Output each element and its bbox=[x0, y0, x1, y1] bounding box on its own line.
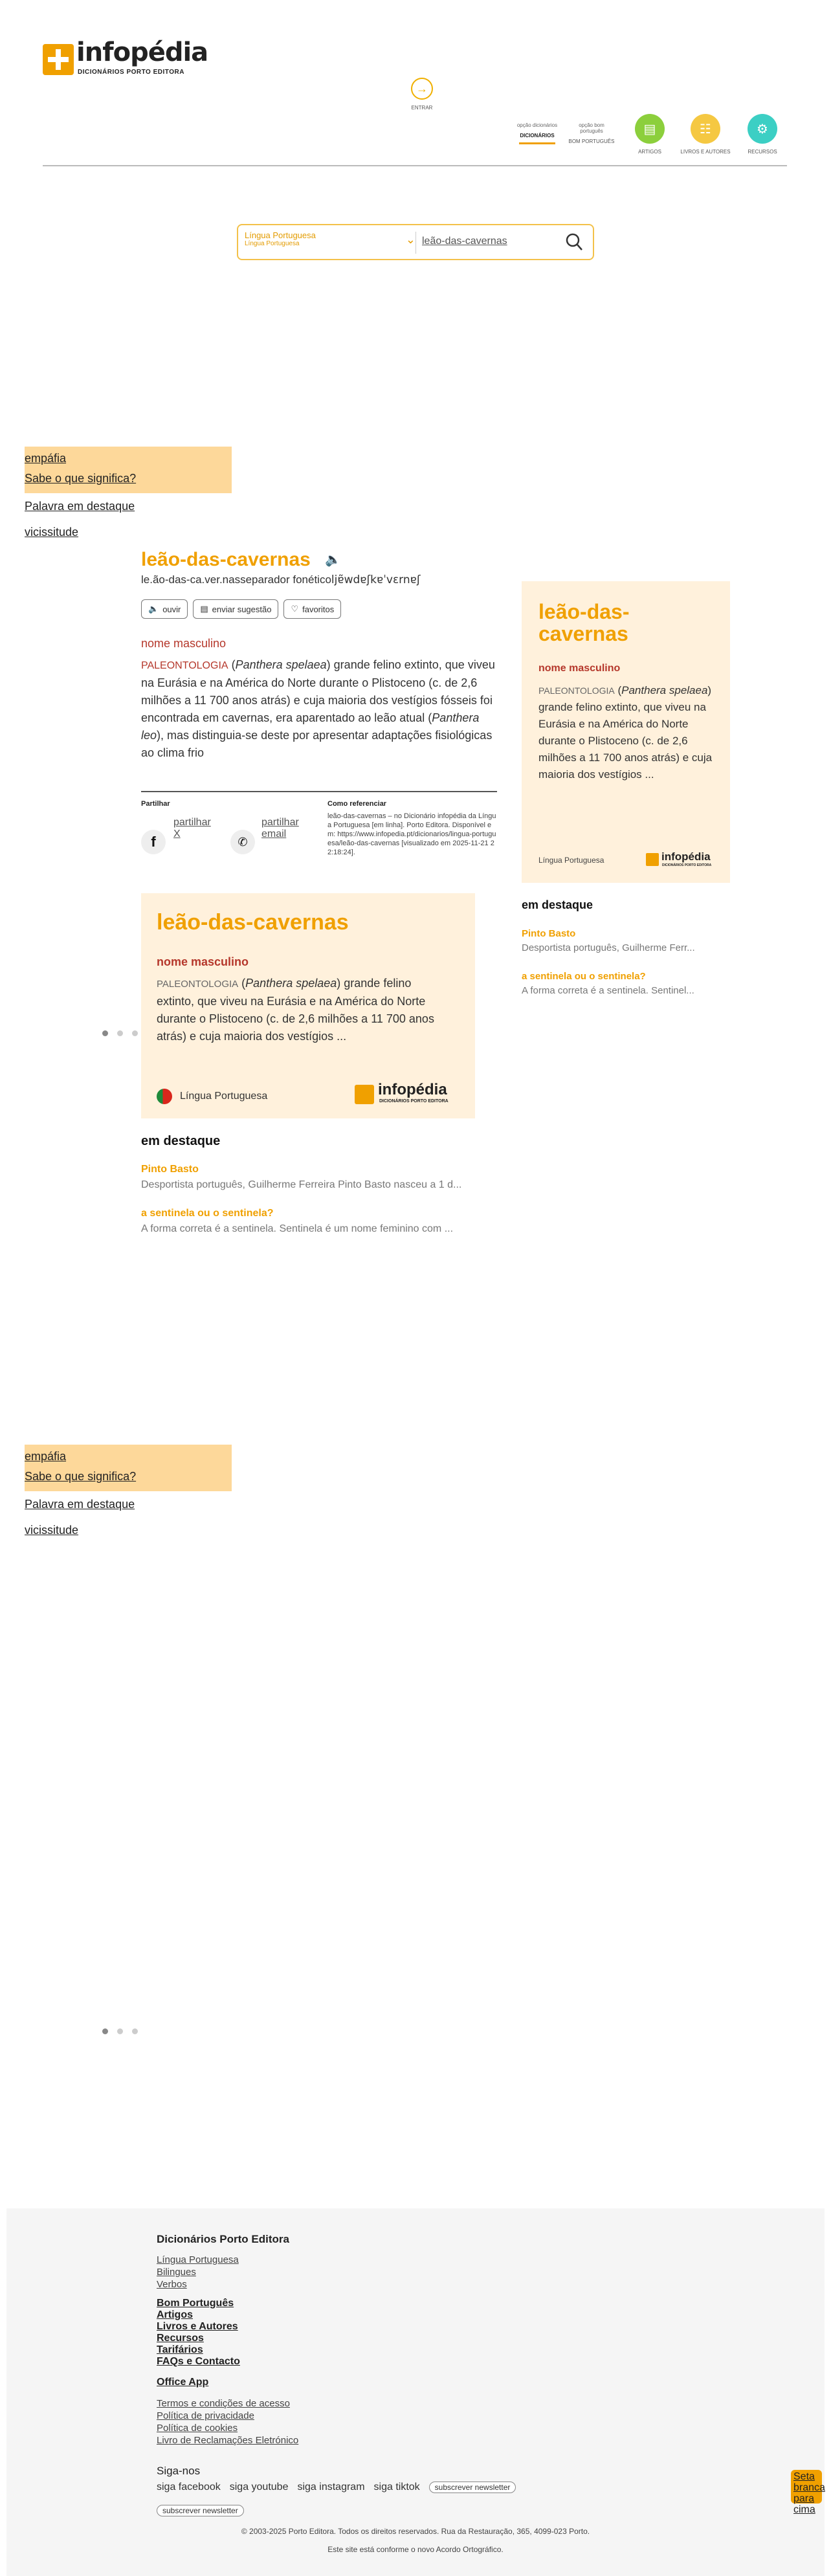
entry-card[interactable] bbox=[141, 893, 475, 1118]
side-card-logo-icon bbox=[646, 853, 659, 866]
footer-copyright: © 2003-2025 Porto Editora. Todos os direitos reservados. Rua da Restauração, 365, 4099-023 Porto. bbox=[241, 2527, 590, 2536]
card-definition: grande felino extinto, que viveu na Eurásia e na América do Norte durante o Plistoceno (c. de 2,6 milhões a 11 700 anos atrás) e cuja maioria dos vestígios ... bbox=[157, 977, 434, 1043]
side-card-title: leão-das-cavernas bbox=[538, 600, 630, 645]
side-card-scientific-name: Panthera spelaea bbox=[621, 684, 708, 696]
cite-label: Como referenciar bbox=[327, 800, 387, 808]
share-divider bbox=[141, 791, 497, 792]
separator-image: separador fonético bbox=[240, 573, 331, 586]
side-item-sabe-2[interactable]: Sabe o que significa? bbox=[25, 1470, 137, 1483]
listen-label: ouvir bbox=[162, 604, 181, 614]
footer-link-faqs[interactable]: FAQs e Contacto bbox=[157, 2356, 240, 2367]
card-logo-icon bbox=[355, 1085, 374, 1104]
listen-button[interactable] bbox=[141, 599, 188, 619]
newsletter-button-2[interactable]: subscrever newsletter bbox=[157, 2505, 244, 2516]
login-button[interactable] bbox=[409, 78, 435, 111]
footer-link-bom-portugues[interactable]: Bom Português bbox=[157, 2298, 234, 2309]
entry-pos: nome masculino bbox=[141, 637, 227, 650]
search-icon[interactable] bbox=[564, 232, 584, 252]
footer-link-termos[interactable]: Termos e condições de acesso bbox=[157, 2398, 290, 2409]
logo-icon[interactable] bbox=[43, 44, 74, 75]
entry-headword: leão-das-cavernas bbox=[141, 549, 311, 570]
card-language: Língua Portuguesa bbox=[180, 1091, 268, 1102]
footer-follow: Siga-nos bbox=[157, 2465, 201, 2477]
dot-1[interactable] bbox=[102, 2028, 108, 2034]
dicionarios-image: opção dicionários bbox=[516, 122, 558, 128]
side-card-pos: nome masculino bbox=[538, 663, 621, 674]
footer-brand: Dicionários Porto Editora bbox=[157, 2233, 289, 2245]
cite-text: leão-das-cavernas – no Dicionário infopédia da Língua Portuguesa [em linha]. Porto Editora. Disponível em: https://www.infopedia.pt/dicionarios/lingua-portuguesa/leão-das-cavernas [visualizado em 2025-11-21 22:18:24]. bbox=[327, 812, 496, 856]
card-excerpt: PALEONTOLOGIA (Panthera spelaea) grande felino extinto, que viveu na Eurásia e na América do Norte durante o Plistoceno (c. de 2,6 milhões a 11 700 anos atrás) e cuja maioria dos vestígios ... bbox=[157, 977, 434, 1043]
side-highlight bbox=[25, 447, 232, 493]
side-card-excerpt: PALEONTOLOGIA (Panthera spelaea) grande felino extinto, que viveu na Eurásia e na América do Norte durante o Plistoceno (c. de 2,6 milhões a 11 700 anos atrás) e cuja maioria dos vestígios ... bbox=[538, 684, 713, 781]
nav-bom-portugues-label: BOM PORTUGUÊS bbox=[568, 138, 615, 144]
nav-livros-autores[interactable] bbox=[676, 114, 735, 155]
side-featured-title-2[interactable]: a sentinela ou o sentinela? bbox=[522, 971, 646, 982]
side-highlight-2 bbox=[25, 1445, 232, 1491]
nav-recursos[interactable] bbox=[743, 114, 782, 155]
featured-title-1[interactable]: Pinto Basto bbox=[141, 1164, 199, 1175]
entry-actions bbox=[141, 599, 341, 619]
speaker-icon[interactable]: 🔈 bbox=[325, 553, 341, 567]
speaker-icon: 🔈 bbox=[148, 604, 159, 614]
footer-legal-links bbox=[157, 2397, 298, 2447]
logo-text[interactable]: infopédia bbox=[76, 38, 208, 67]
newsletter-button[interactable]: subscrever newsletter bbox=[429, 2482, 516, 2493]
favorites-label: favoritos bbox=[302, 604, 335, 614]
dot-3[interactable] bbox=[132, 2028, 138, 2034]
footer-link-privacidade[interactable]: Política de privacidade bbox=[157, 2410, 254, 2421]
footer-main-links bbox=[157, 2298, 240, 2368]
chevron-down-icon: ⌄ bbox=[405, 233, 416, 246]
footer-orthography: Este site está conforme o novo Acordo Ortográfico. bbox=[327, 2545, 504, 2554]
side-item-word[interactable]: empáfia bbox=[25, 452, 67, 465]
search-input[interactable]: leão-das-cavernas bbox=[422, 236, 507, 247]
instagram-social-icon[interactable]: siga instagram bbox=[297, 2482, 365, 2493]
side-featured-text-2: A forma correta é a sentinela. Sentinel... bbox=[522, 985, 694, 996]
facebook-icon[interactable]: f bbox=[141, 830, 166, 854]
message-icon: ▤ bbox=[200, 604, 208, 614]
login-icon: → bbox=[411, 78, 433, 100]
share-label: Partilhar bbox=[141, 800, 170, 808]
footer-link-cookies[interactable]: Política de cookies bbox=[157, 2423, 238, 2434]
side-card-domain: PALEONTOLOGIA bbox=[538, 685, 615, 696]
back-to-top-button[interactable] bbox=[791, 2470, 825, 2515]
dot-3[interactable] bbox=[132, 1030, 138, 1036]
heart-icon: ♡ bbox=[291, 604, 299, 614]
books-icon: ☷ bbox=[691, 114, 720, 144]
pronunciation-syllables: le.ão-das-ca.ver.nas bbox=[141, 573, 241, 586]
footer-link-reclamacoes[interactable]: Livro de Reclamações Eletrónico bbox=[157, 2435, 299, 2446]
side-featured-heading: em destaque bbox=[522, 898, 593, 911]
nav-artigos[interactable] bbox=[630, 114, 669, 155]
side-card-definition: grande felino extinto, que viveu na Eurásia e na América do Norte durante o Plistoceno (c. de 2,6 milhões a 11 700 anos atrás) e cuja maioria dos vestígios ... bbox=[538, 701, 713, 781]
side-item-palavra[interactable]: Palavra em destaque bbox=[25, 500, 135, 513]
dictionary-select-subtitle: Língua Portuguesa bbox=[245, 240, 300, 247]
domain-label: PALEONTOLOGIA bbox=[141, 660, 228, 671]
featured-title-2[interactable]: a sentinela ou o sentinela? bbox=[141, 1208, 274, 1219]
nav-livros-label: LIVROS E AUTORES bbox=[680, 149, 731, 155]
side-item-word-2[interactable]: empáfia bbox=[25, 1450, 67, 1463]
share-email-image[interactable]: partilhar email bbox=[261, 817, 299, 839]
document-icon: ▤ bbox=[635, 114, 665, 144]
search-bar bbox=[237, 224, 594, 260]
card-title: leão-das-cavernas bbox=[157, 910, 349, 935]
nav-bom-portugues[interactable] bbox=[566, 123, 617, 144]
suggest-button[interactable] bbox=[193, 599, 278, 619]
scientific-name: Panthera spelaea bbox=[235, 658, 327, 671]
card-pos: nome masculino bbox=[157, 955, 249, 968]
side-card[interactable] bbox=[522, 581, 730, 883]
side-card-brand-sub: DICIONÁRIOS PORTO EDITORA bbox=[662, 863, 712, 867]
nav-active-underline bbox=[519, 142, 555, 144]
footer-link-recursos[interactable]: Recursos bbox=[157, 2333, 204, 2344]
side-list bbox=[25, 447, 232, 545]
footer-link-tarifarios[interactable]: Tarifários bbox=[157, 2344, 203, 2355]
back-to-top-icon: Seta branca para cima bbox=[793, 2471, 825, 2515]
side-card-brand: infopédia bbox=[661, 850, 711, 863]
footer-link-lingua[interactable]: Língua Portuguesa bbox=[157, 2254, 239, 2265]
youtube-social-icon[interactable]: siga youtube bbox=[229, 2482, 289, 2493]
logo-subtitle: DICIONÁRIOS PORTO EDITORA bbox=[78, 69, 184, 76]
dot-2[interactable] bbox=[117, 2028, 123, 2034]
card-brand: infopédia bbox=[378, 1081, 447, 1098]
footer-social bbox=[157, 2482, 516, 2493]
suggest-label: enviar sugestão bbox=[212, 604, 272, 614]
carousel-dots[interactable] bbox=[102, 1028, 147, 1039]
featured-heading: em destaque bbox=[141, 1134, 221, 1148]
tiktok-social-icon[interactable]: siga tiktok bbox=[373, 2482, 420, 2493]
side-item-vicissitude[interactable]: vicissitude bbox=[25, 526, 79, 539]
bom-portugues-image: opção bom português bbox=[579, 122, 604, 134]
side-item-sabe[interactable]: Sabe o que significa? bbox=[25, 472, 137, 485]
card-brand-sub: DICIONÁRIOS PORTO EDITORA bbox=[379, 1099, 449, 1104]
side-featured-text-1: Desportista português, Guilherme Ferr... bbox=[522, 942, 695, 953]
side-item-vicissitude-2[interactable]: vicissitude bbox=[25, 1524, 79, 1537]
dictionary-select-title: Língua Portuguesa bbox=[245, 230, 316, 240]
dictionary-select[interactable] bbox=[245, 230, 419, 255]
featured-text-2: A forma correta é a sentinela. Sentinela é um nome feminino com ... bbox=[141, 1223, 454, 1234]
footer bbox=[6, 2208, 825, 2576]
share-x-image[interactable]: partilhar X bbox=[173, 817, 211, 839]
whatsapp-icon[interactable]: ✆ bbox=[230, 830, 255, 854]
login-label: ENTRAR bbox=[411, 105, 433, 111]
dot-1[interactable] bbox=[102, 1030, 108, 1036]
facebook-social-icon[interactable]: siga facebook bbox=[157, 2482, 221, 2493]
favorites-button[interactable] bbox=[283, 599, 341, 619]
footer-link-artigos[interactable]: Artigos bbox=[157, 2309, 193, 2320]
nav-recursos-label: RECURSOS bbox=[748, 149, 777, 155]
footer-link-verbos[interactable]: Verbos bbox=[157, 2279, 187, 2290]
nav-artigos-label: ARTIGOS bbox=[638, 149, 661, 155]
card-scientific-name: Panthera spelaea bbox=[245, 977, 337, 990]
portugal-flag-icon bbox=[157, 1089, 172, 1104]
resources-icon: ⚙ bbox=[748, 114, 777, 144]
definition-text-end: ), mas distinguia-se deste por apresentar adaptações fisiológicas ao clima frio bbox=[141, 729, 493, 759]
card-domain: PALEONTOLOGIA bbox=[157, 979, 239, 990]
definition-text: grande felino extinto, que viveu na Eurásia e na América do Norte durante o Plistoceno (c. de 2,6 milhões a 11 700 anos atrás) e cuja maioria dos vestígios fósseis foi encontrada em cavernas, era aparentado ao leão atual ( bbox=[141, 658, 495, 724]
footer-link-livros[interactable]: Livros e Autores bbox=[157, 2321, 238, 2332]
side-featured-title-1[interactable]: Pinto Basto bbox=[522, 928, 576, 939]
scientific-name-2: Panthera leo bbox=[141, 711, 480, 742]
footer-newsletter-2 bbox=[157, 2505, 244, 2516]
side-card-language: Língua Portuguesa bbox=[538, 856, 604, 865]
nav-dicionarios-label: DICIONÁRIOS bbox=[520, 132, 555, 139]
side-list-2 bbox=[25, 1445, 232, 1543]
featured-text-1: Desportista português, Guilherme Ferreira Pinto Basto nasceu a 1 d... bbox=[141, 1179, 462, 1190]
footer-link-bilingues[interactable]: Bilingues bbox=[157, 2267, 196, 2278]
nav-dicionarios[interactable] bbox=[513, 123, 562, 144]
pronunciation-line bbox=[141, 573, 421, 586]
footer-office-app[interactable]: Office App bbox=[157, 2377, 209, 2388]
side-item-palavra-2[interactable]: Palavra em destaque bbox=[25, 1498, 135, 1511]
entry-definition: PALEONTOLOGIA (Panthera spelaea) grande felino extinto, que viveu na Eurásia e na América do Norte durante o Plistoceno (c. de 2,6 milhões a 11 700 anos atrás) e cuja maioria dos vestígios fósseis foi encontrada em cavernas, era aparentado ao leão atual (Panthera leo), mas distinguia-se deste por apresentar adaptações fisiológicas ao clima frio bbox=[141, 658, 495, 759]
phonetic-transcription: ljɐ̃wdɐʃkɐˈvɛrnɐʃ bbox=[331, 573, 421, 586]
carousel-dots-2[interactable] bbox=[102, 2026, 147, 2037]
header-divider bbox=[43, 165, 787, 166]
footer-dict-links bbox=[157, 2254, 239, 2291]
dot-2[interactable] bbox=[117, 1030, 123, 1036]
